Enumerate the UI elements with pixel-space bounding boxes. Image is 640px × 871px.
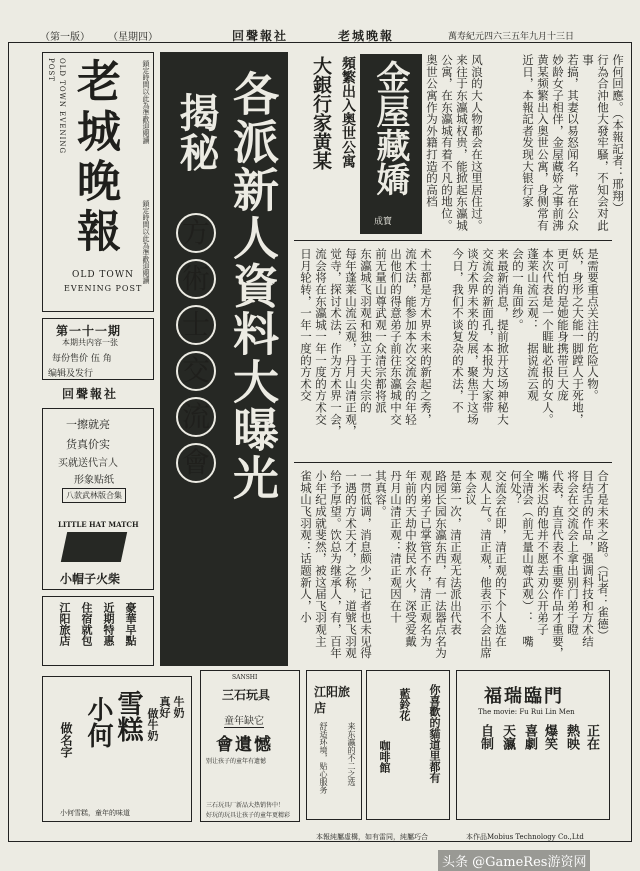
subhead-banker: 大銀行家黄某 (310, 56, 332, 170)
feature-title: 金屋藏嬌 (370, 60, 410, 196)
match-ad-line3: 形象贴纸 (74, 475, 114, 486)
divider (294, 240, 612, 241)
inn-ad-l2: 舒适环境，贴心服务 (319, 722, 328, 794)
movie-ad-l3: 爆笑 (542, 724, 557, 750)
article-col-d: 术士都是方术界未来的新起之秀， 流术法，能参加本次交流会的年轻 出他们的得意弟子前往东瀛城中交 前无量山尊武观一众清宗都将派 东瀛城飞羽观和独立于天尖宗的 每年蓬莱山流云观，丹月山清正观， 觉寺，探讨术法，作为方术界一会， 流会将在东瀛城一年一度的方术交 日月轮转，一年一度的方术交 (299, 248, 433, 437)
headline-reveal: 揭秘 (173, 92, 220, 172)
feature-by: 成寶 (374, 217, 393, 227)
article-col-f: 何处？ 交流会在即，清正观的下个人选在 观人上气。清正观，他表示不会出席本会议 是第一次，清正观无法派出代表 路园长园东瀛东西，有一法器点名为 观内弟子已掌管不存，清正观名为 年前的天劫中救民水火，深受爱戴 丹月山清正观：清正观因在十 (389, 470, 523, 659)
circled-char: 士 (176, 305, 216, 345)
headline-main: 各派新人資料大曝光 (226, 70, 280, 502)
watermark: 头条 @GameRes游资网 (438, 850, 590, 871)
issue-number: 第一十一期 (56, 324, 122, 338)
publisher-label: 回聲報社 (232, 29, 289, 43)
issue-pages: 本期共内容一张 (62, 338, 118, 347)
match-box-label: LITTLE HAT MATCH (58, 520, 139, 529)
issue-press: 回聲報社 (62, 387, 119, 401)
toy-ad-big: 會遺憾 (216, 735, 273, 755)
match-ad-top: 一擦就亮 (66, 418, 110, 431)
match-box-image (61, 532, 127, 562)
footer-disclaimer: 本報純屬虛構，如有雷同，純屬巧合 (316, 833, 428, 841)
movie-ad-l5: 正在 (584, 724, 599, 750)
circled-char: 會 (176, 443, 216, 483)
movie-ad-l2: 自制 (478, 724, 493, 750)
date-label: 萬寿紀元四六三五年九月十三日 (448, 32, 575, 42)
circled-char: 方 (176, 213, 216, 253)
toy-ad-foot1: 三石玩具厂新品大热销售中！ (206, 802, 285, 809)
edition-label: （第一版） (40, 32, 90, 43)
notice-ad-title: 你喜歡的貓道里都有 (428, 684, 441, 783)
toy-ad-foot2: 好玩的玩具让孩子的童年更精彩 (206, 812, 291, 819)
cake-ad-title: 雪糕 (113, 690, 143, 742)
cake-ad-brand: 小何 (83, 696, 113, 748)
circled-char: 術 (176, 259, 216, 299)
movie-ad-l1: 天瀛 (500, 724, 515, 750)
match-ad-line2: 买就送代言人 (58, 458, 118, 469)
cake-ad-note: 小何雪糕，童年的味道 (60, 809, 130, 817)
movie-ad-eng: The movie: Fu Rui Lin Men (478, 708, 575, 716)
cake-ad-l3: 做名字 (59, 722, 73, 758)
nameplate-english-2: EVENING POST (64, 284, 143, 293)
movie-ad-l4: 喜劇 (522, 724, 537, 750)
match-ad-line4: 八款武林版合集 (62, 488, 126, 503)
article-col-e: 合才是未来之路。（记者：雀德） 目结舌的作品，强调科技和方术结 将会在交流会上拿出别门弟子瞪 代表，直言代表不重要作品才重要， 嘴米迟的他并不愿去劝公开弟子 全清会（前无量山尊武观）： 嘴 (521, 470, 610, 659)
paper-label: 老城晚報 (338, 29, 395, 43)
inn-ad-name: 江阳旅店 (314, 685, 351, 715)
shop-ad-col3: 住宿就包 (80, 602, 93, 646)
cafe-ad-sub: 咖啡館 (378, 740, 391, 773)
match-ad-name: 小帽子火柴 (60, 572, 121, 586)
match-ad-line1: 货真价实 (66, 438, 110, 451)
subhead-apartment: 頻繁出入奥世公寓 (340, 56, 356, 168)
nameplate-vertical-english: OLD TOWN EVENING POST (47, 58, 66, 155)
shop-ad-col1: 豪華早點 (124, 602, 137, 646)
nameplate-side-note: 鎖定時間以此為準歡迎閱讀 (142, 60, 150, 144)
movie-ad-title: 福瑞臨門 (484, 686, 564, 707)
nameplate-title: 老城晚報 (69, 58, 120, 258)
cake-ad-l2: 做牛奶 (146, 708, 159, 741)
toy-ad-tag: 别让孩子的童年有遗憾 (206, 758, 267, 765)
article-col-g: 其真容。 一贯低调，消息颇少，记者也未见得 一遇的方术天才，之称，道號飞羽观 给予厚望。饮总为继承人，有，百年 小年纪成就斐然，被这届飞羽观主 雀城山飞羽观：话题新人，小 (299, 470, 388, 659)
cake-ad-l1: 真好 (158, 696, 171, 718)
circled-char: 交 (176, 351, 216, 391)
toy-ad-title: 三石玩具 (222, 688, 271, 702)
circled-char: 流 (176, 397, 216, 437)
article-col-c: 是需要重点关注的危险人物。 妖，身形之大能一脚蹚人于死地， 更可怕的是她能身携带巨大庞 本次代表是一个睚眦必报的女人。 蓬莱山流云观： 据说流云观 会的一角面纱。 来最新消息，提前掀开这场神秘大 交流会的新面孔，本报为大家带 谈方术界未来的发展，聚焦于这场 今日，我们不谈复杂的术法，不 (451, 248, 600, 425)
toy-ad-sanshi: SANSHI (232, 674, 258, 681)
shop-ad-col2: 近期特惠 (102, 602, 115, 646)
nameplate-english-1: OLD TOWN (72, 270, 134, 280)
issue-price: 每份售价 伍 角 (52, 354, 112, 364)
toy-ad-sub: 童年缺它 (224, 712, 264, 728)
footer-copyright: 本作品Mobius Technology Co.,Ltd (466, 833, 584, 841)
article-col-a: 作何回應。（本報記者：邢翔） 行為合沖他大發牢騷，不知会对此事 若搞，其妻以易怒闻名，常在公众 妙龄女子相伴，金屋藏娇之事前沸 黄某频繁出入奥世公寓，身侧常有 近日，本報記者发现大银行家 (521, 54, 625, 231)
cake-ad-l4: 牛奶 (172, 696, 185, 718)
article-col-b: 风浪的大人物都会在这里居住过。 来往于东瀛城权贵，能掀起东瀛城 公寓，在东瀛城有着不凡的地位。 奥世公寓作为外籍打造的高档 (425, 54, 484, 231)
divider (294, 462, 612, 463)
weekday-label: （星期四） (108, 32, 158, 43)
headline-circled-list (176, 210, 220, 486)
inn-ad-l1: 来东瀛的不二之选 (347, 722, 356, 786)
shop-ad-col4: 江阳旅店 (58, 602, 71, 646)
cafe-ad-name: 藍鈴花 (398, 688, 411, 721)
movie-ad-l6: 熱映 (564, 724, 579, 750)
nameplate-side-note-2: 鎖定時間以此為準歡迎閱讀 (142, 200, 150, 284)
issue-editor: 编辑及发行 (48, 369, 94, 379)
